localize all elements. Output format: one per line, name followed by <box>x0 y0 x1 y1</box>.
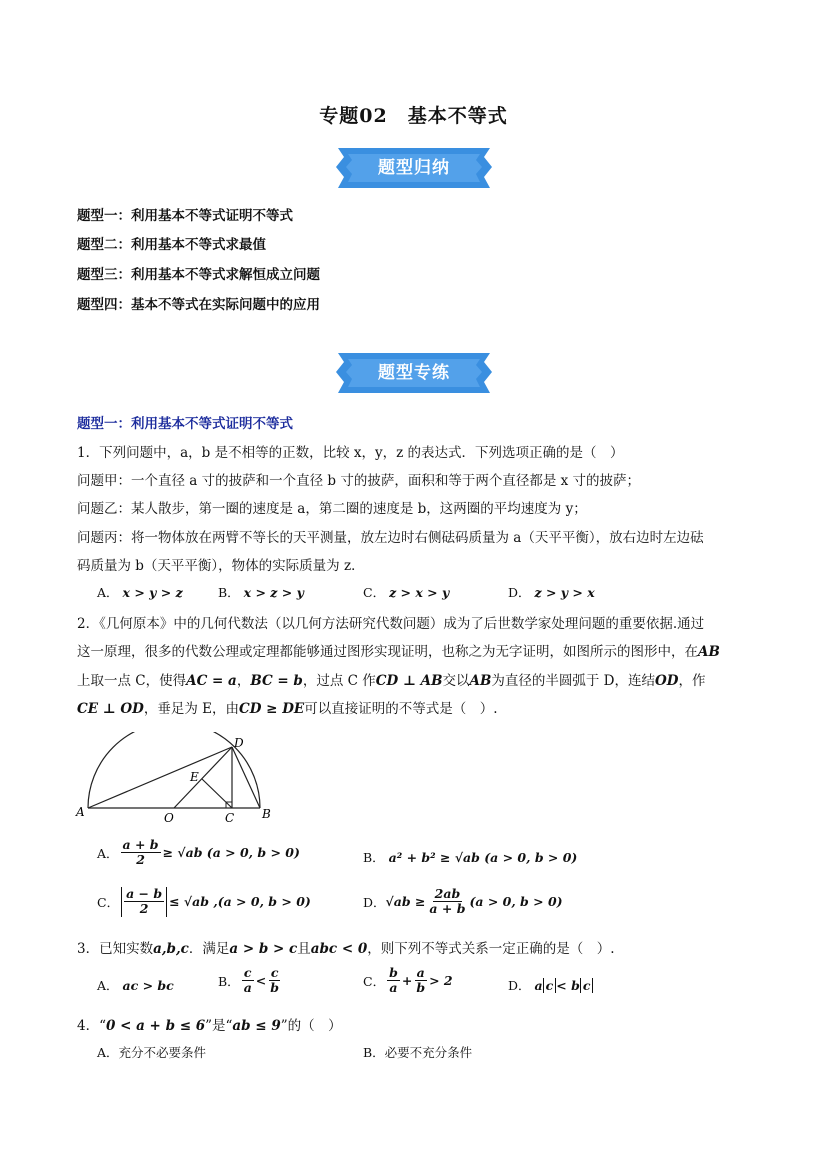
label-b: B <box>262 807 271 821</box>
label-o: O <box>164 811 174 824</box>
section-heading: 题型一：利用基本不等式证明不等式 <box>77 416 293 432</box>
q3-option-c: C． $\frac{b}{a}$ + $\frac{a}{b}$ > 2 <box>363 965 453 996</box>
q3-stem: 3．已知实数a,b,c．满足a > b > c且abc < 0，则下列不等式关系一定正确的是（ ）. <box>77 941 615 957</box>
banner-summary-label: 题型归纳 <box>378 158 450 178</box>
q1-option-c: C． z > x > y <box>363 585 450 600</box>
q1-stem: 1．下列问题中，a，b 是不相等的正数，比较 x，y，z 的表达式．下列选项正确的是（ ） <box>77 445 624 461</box>
q2-option-c: C． $\frac{a - b}{2}$ ≤ √ab ,(a > 0, b > 0) <box>97 886 311 917</box>
q1-problem-yi: 问题乙：某人散步，第一圈的速度是 a，第二圈的速度是 b，这两圈的平均速度为 y； <box>77 501 587 517</box>
label-a: A <box>76 805 85 819</box>
q4-stem: 4．“0 < a + b ≤ 6”是“ab ≤ 9”的（ ） <box>77 1018 342 1034</box>
q1-problem-bing-1: 问题丙：将一物体放在两臂不等长的天平测量，放左边时右侧砝码质量为 a（天平平衡），放右边时左边砝 <box>77 530 704 546</box>
q2-line-1: 2．《几何原本》中的几何代数法（以几何方法研究代数问题）成为了后世数学家处理问题的重要依据.通过 <box>77 616 705 632</box>
segment-ce <box>202 779 232 808</box>
q2-line-2: 这一原理，很多的代数公理或定理都能够通过图形实现证明，也称之为无字证明，如图所示的图形中，在AB <box>77 644 720 660</box>
label-d: D <box>234 736 244 750</box>
segment-ad <box>88 747 232 808</box>
segment-db <box>232 747 260 808</box>
q1-problem-jia: 问题甲：一个直径 a 寸的披萨和一个直径 b 寸的披萨，面积和等于两个直径都是 x 寸的披萨； <box>77 473 641 489</box>
q4-option-b: B．必要不充分条件 <box>363 1045 473 1060</box>
q2-option-a: A． $\frac{a + b}{2}$ ≥ √ab (a > 0, b > 0) <box>97 837 300 868</box>
q1-problem-bing-2: 码质量为 b（天平平衡），物体的实际质量为 z． <box>77 558 365 574</box>
banner-practice <box>334 351 494 395</box>
q3-option-a: A． ac > bc <box>97 978 174 993</box>
toc-item-2: 题型二：利用基本不等式求最值 <box>77 237 266 253</box>
q2-line-3: 上取一点 C，使得AC = a，BC = b，过点 C 作CD ⊥ AB交以AB为直径的半圆弧于 D，连结OD，作 <box>77 673 706 689</box>
q3-option-b: B． $\frac{c}{a}$ < $\frac{c}{b}$ <box>218 965 280 996</box>
semicircle-figure <box>74 732 274 824</box>
toc-item-3: 题型三：利用基本不等式求解恒成立问题 <box>77 267 320 283</box>
label-c: C <box>225 811 235 824</box>
q2-option-d: D． √ab ≥ $\frac{2ab}{a + b}$ (a > 0, b > 0) <box>363 886 563 917</box>
label-e: E <box>190 770 199 784</box>
q1-option-d: D． z > y > x <box>508 585 595 600</box>
q4-option-a: A．充分不必要条件 <box>97 1045 207 1060</box>
banner-practice-label: 题型专练 <box>378 363 450 383</box>
banner-summary <box>334 146 494 190</box>
toc-item-1: 题型一：利用基本不等式证明不等式 <box>77 208 293 224</box>
q1-option-b: B． x > z > y <box>218 585 304 600</box>
q2-line-4: CE ⊥ OD，垂足为 E，由CD ≥ DE可以直接证明的不等式是（ ）. <box>77 701 498 717</box>
q1-option-a: A． x > y > z <box>97 585 183 600</box>
q2-option-b: B． a² + b² ≥ √ab (a > 0, b > 0) <box>363 850 578 865</box>
toc-item-4: 题型四：基本不等式在实际问题中的应用 <box>77 297 320 313</box>
q3-option-d: D． a c < b c <box>508 976 593 994</box>
page-title: 专题02 基本不等式 <box>319 105 508 127</box>
